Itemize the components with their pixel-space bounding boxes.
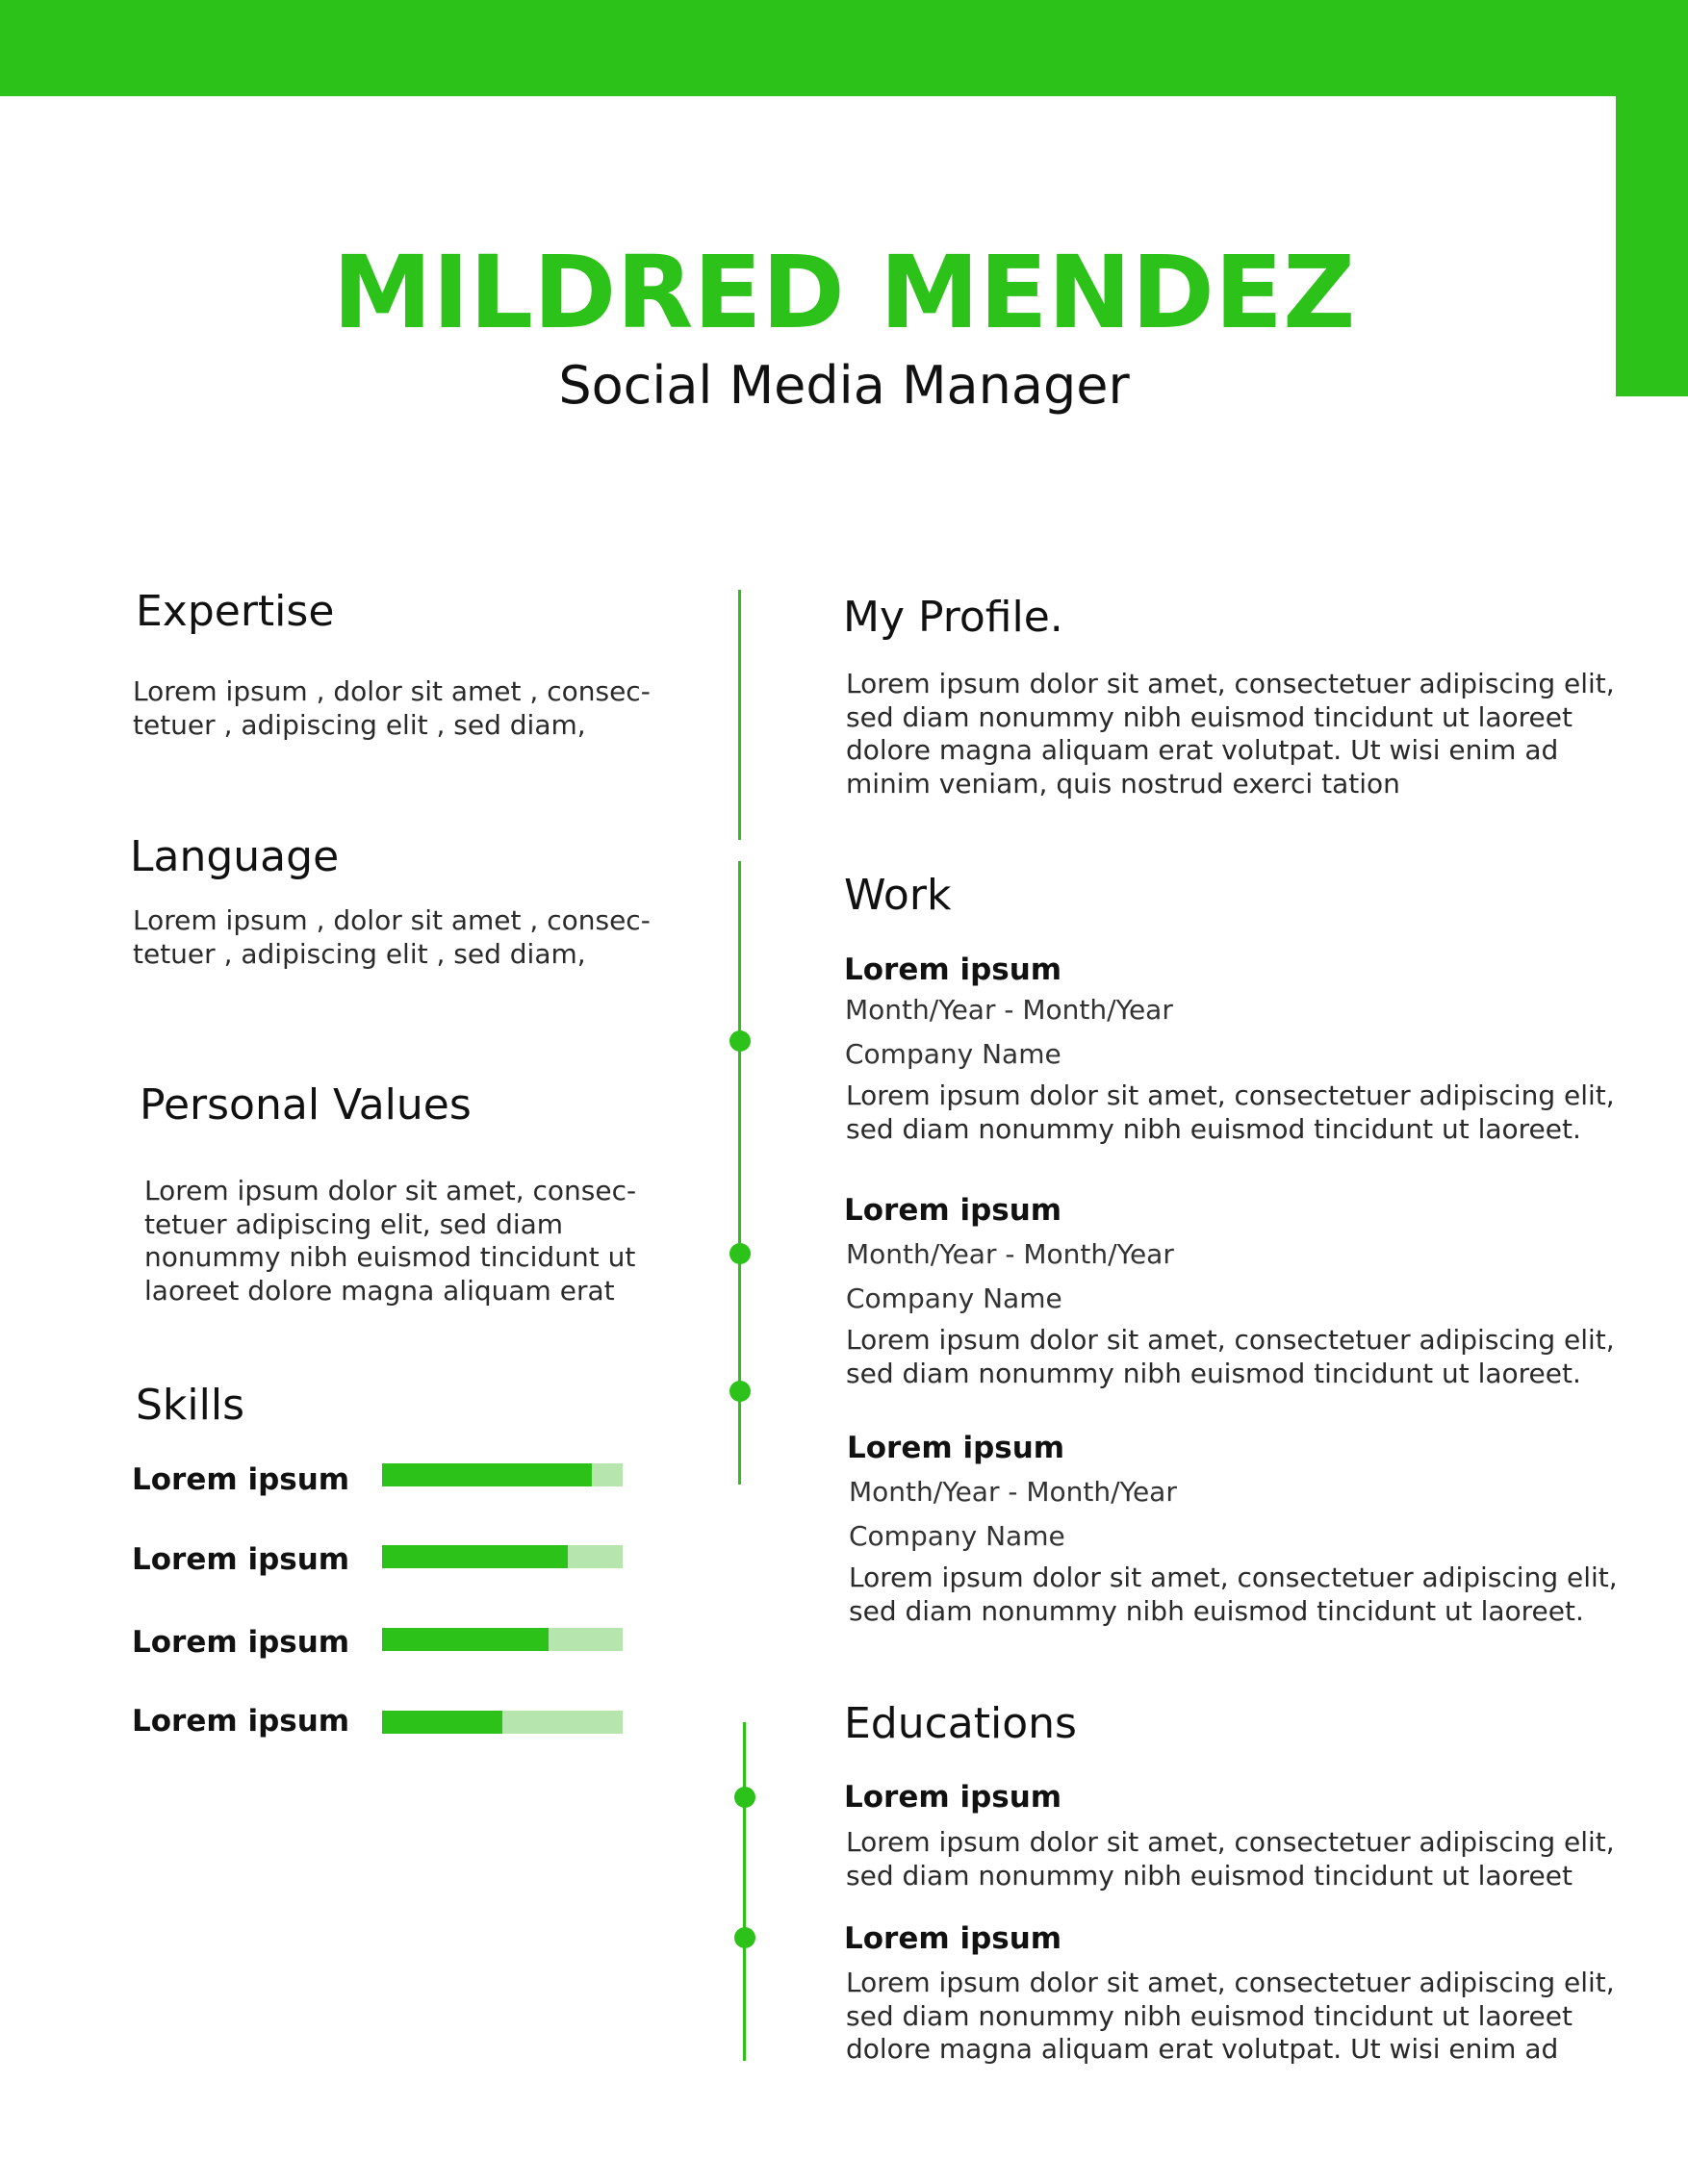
- timeline-line-education: [743, 1722, 746, 2061]
- job-company: Company Name: [846, 1282, 1062, 1314]
- timeline-dot-education-1: [734, 1787, 755, 1808]
- skill-bar-fill: [382, 1545, 568, 1568]
- top-accent-bar: [0, 0, 1688, 96]
- job-company: Company Name: [845, 1038, 1061, 1070]
- skill-bar: [382, 1463, 623, 1486]
- candidate-role: Social Media Manager: [558, 355, 1130, 416]
- timeline-dot-education-2: [734, 1927, 755, 1948]
- education-description: Lorem ipsum dolor sit amet, consectetuer adipiscing elit, sed diam nonummy nibh euismod tincidunt ut laoreet dolore magna aliquam erat volutpat. Ut wisi enim ad: [846, 1967, 1615, 2065]
- personal-values-heading: Personal Values: [140, 1080, 472, 1130]
- job-description: Lorem ipsum dolor sit amet, consectetuer adipiscing elit, sed diam nonummy nibh euismod tincidunt ut laoreet.: [849, 1562, 1618, 1627]
- skill-bar: [382, 1628, 623, 1651]
- job-dates: Month/Year - Month/Year: [846, 1238, 1174, 1270]
- language-heading: Language: [130, 832, 340, 881]
- skill-label: Lorem ipsum: [132, 1542, 350, 1577]
- job-title: Lorem ipsum: [844, 1193, 1062, 1228]
- skill-bar: [382, 1545, 623, 1568]
- education-description: Lorem ipsum dolor sit amet, consectetuer adipiscing elit, sed diam nonummy nibh euismod tincidunt ut laoreet: [846, 1826, 1615, 1892]
- job-title: Lorem ipsum: [844, 952, 1062, 987]
- candidate-name: MILDRED MENDEZ: [332, 234, 1356, 351]
- language-text: Lorem ipsum , dolor sit amet , consec- tetuer , adipiscing elit , sed diam,: [133, 904, 651, 970]
- personal-values-text: Lorem ipsum dolor sit amet, consec- tetuer adipiscing elit, sed diam nonummy nibh euismod tincidunt ut laoreet dolore magna aliquam erat: [144, 1175, 637, 1307]
- profile-text: Lorem ipsum dolor sit amet, consectetuer adipiscing elit, sed diam nonummy nibh euismod tincidunt ut laoreet dolore magna aliquam erat volutpat. Ut wisi enim ad minim veniam, quis nostrud exerci tation: [846, 668, 1615, 800]
- job-company: Company Name: [849, 1520, 1065, 1552]
- skill-label: Lorem ipsum: [132, 1625, 350, 1660]
- education-heading: Educations: [844, 1699, 1077, 1748]
- profile-heading: My Profile.: [843, 593, 1063, 642]
- skills-heading: Skills: [136, 1381, 245, 1430]
- skill-bar: [382, 1711, 623, 1734]
- job-description: Lorem ipsum dolor sit amet, consectetuer adipiscing elit, sed diam nonummy nibh euismod tincidunt ut laoreet.: [846, 1324, 1615, 1389]
- skill-bar-fill: [382, 1628, 549, 1651]
- timeline-dot-work-2: [729, 1243, 751, 1264]
- work-heading: Work: [844, 871, 952, 920]
- skill-bar-fill: [382, 1711, 502, 1734]
- expertise-text: Lorem ipsum , dolor sit amet , consec- tetuer , adipiscing elit , sed diam,: [133, 675, 651, 741]
- job-dates: Month/Year - Month/Year: [845, 994, 1173, 1026]
- timeline-dot-work-1: [729, 1030, 751, 1052]
- skill-bar-fill: [382, 1463, 592, 1486]
- skill-label: Lorem ipsum: [132, 1462, 350, 1497]
- education-title: Lorem ipsum: [844, 1921, 1062, 1956]
- job-dates: Month/Year - Month/Year: [849, 1476, 1177, 1508]
- timeline-dot-work-3: [729, 1381, 751, 1402]
- job-description: Lorem ipsum dolor sit amet, consectetuer adipiscing elit, sed diam nonummy nibh euismod tincidunt ut laoreet.: [846, 1079, 1615, 1145]
- skill-label: Lorem ipsum: [132, 1704, 350, 1739]
- expertise-heading: Expertise: [136, 587, 335, 636]
- timeline-line-profile: [738, 590, 741, 840]
- education-title: Lorem ipsum: [844, 1780, 1062, 1815]
- job-title: Lorem ipsum: [847, 1431, 1065, 1465]
